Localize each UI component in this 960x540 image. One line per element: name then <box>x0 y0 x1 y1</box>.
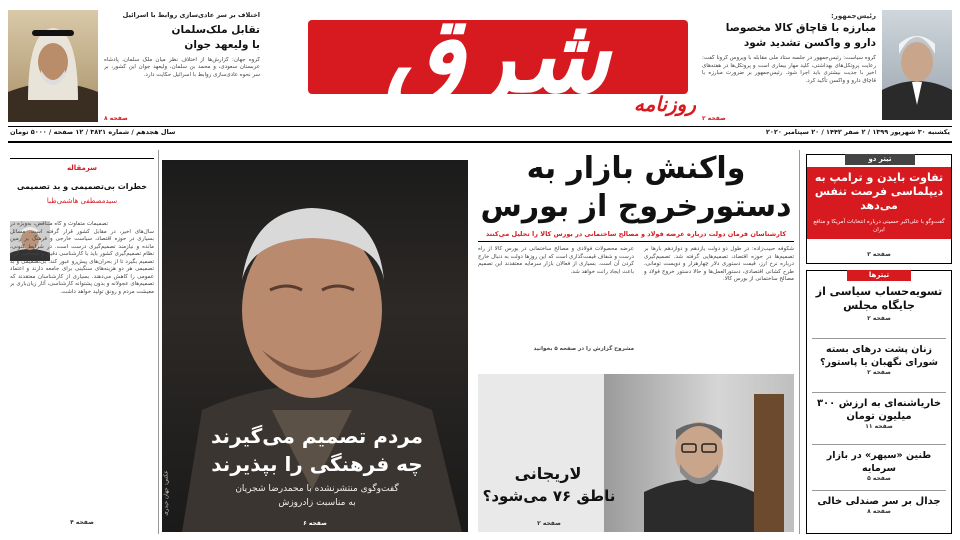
box2-item[interactable] <box>812 491 946 525</box>
headline-box-2 <box>806 270 952 534</box>
issue-line: سال هجدهم / شماره ۳۸۲۱ / ۱۲ صفحه / ۵۰۰۰ تومان <box>10 128 176 136</box>
logo-wordmark: شرق <box>384 6 610 116</box>
box2-item-ref: صفحه ۲ <box>867 369 891 376</box>
top-right-body: گروه سیاست: رئیس‌جمهور در جلسه ستاد ملی مقابله با ویروس کرونا گفت: رعایت پروتکل‌های بهداشتی، کلید مهار بیماری است و پروتکل‌ها در هفته‌های اخیر با جدیت بیشتری باید اجرا شود. رئیس‌جمهور بر ضرورت مبارزه با قاچاق دارو و واکسن تأکید کرد. <box>702 55 876 84</box>
cover-sub-1: گفت‌وگوی منتشرنشده با محمدرضا شجریان <box>235 484 399 494</box>
lead-story <box>478 150 794 366</box>
editorial-label: سرمقاله <box>66 164 98 172</box>
lead-subheadline: کارشناسان فرمان دولت درباره عرضه فولاد و مصالح ساختمانی در بورس کالا را تحلیل می‌کنند <box>478 230 794 242</box>
box2-label: تیترها <box>847 270 911 281</box>
top-left-headline-2: با ولیعهد جوان <box>184 38 260 51</box>
rouhani-photo <box>882 10 952 120</box>
masthead-logo <box>268 6 696 122</box>
top-right-page-ref: صفحه ۲ <box>702 115 726 122</box>
top-left-page-ref: صفحه ۸ <box>104 114 128 122</box>
king-salman-photo <box>8 10 98 122</box>
larijani-photo <box>604 374 794 532</box>
box2-item-ref: صفحه ۲ <box>867 315 891 322</box>
box2-item-headline: زنان پشت درهای بسته شورای نگهبان یا پاستور؟ <box>820 344 938 368</box>
masthead-rule-top <box>8 126 952 127</box>
masthead-rule-bottom <box>8 141 952 143</box>
box2-item[interactable] <box>812 285 946 339</box>
column-rule-left <box>158 150 159 534</box>
box2-items <box>807 271 951 525</box>
larijani-figure <box>604 374 794 532</box>
top-right-teaser <box>702 10 952 128</box>
box2-item-ref: صفحه ۸ <box>867 508 891 515</box>
top-left-kicker: اختلاف بر سر عادی‌سازی روابط با اسرائیل <box>122 11 260 19</box>
box1-label: تیتر دو <box>845 154 915 165</box>
box1-sub: گفت‌وگو با علی‌اکبر حسینی درباره انتخابات آمریکا و منافع ایران <box>813 219 945 233</box>
cover-page-ref: صفحه ۶ <box>303 520 327 527</box>
larijani-page-ref: صفحه ۲ <box>537 520 561 527</box>
top-left-teaser <box>8 10 260 128</box>
cover-headline-2: چه فرهنگی را بپذیرند <box>211 452 423 476</box>
box2-item[interactable] <box>812 339 946 393</box>
larijani-headline-2: ناطق ۷۶ می‌شود؟ <box>482 487 616 505</box>
box1-ref: صفحه ۳ <box>867 251 891 258</box>
top-right-headline-1: مبارزه با قاچاق کالا مخصوصا <box>725 22 876 34</box>
larijani-headline-1: لاریجانی <box>514 464 582 483</box>
editorial-headline: خطرات بی‌تصمیمی و بد تصمیمی <box>16 182 148 191</box>
lead-headline-2: دستورخروج از بورس <box>480 189 792 224</box>
box2-item-headline: جدال بر سر صندلی خالی <box>817 496 941 507</box>
larijani-story[interactable] <box>478 374 794 532</box>
top-right-headline-2: دارو و واکسن تشدید شود <box>743 37 876 49</box>
top-left-body: گروه جهان: گزارش‌ها از اختلاف نظر میان ملک سلمان، پادشاه عربستان سعودی، و محمد بن سلمان، ولیعهد جوان این کشور، بر سر نحوه عادی‌سازی روابط با اسرائیل حکایت دارد. <box>104 56 260 78</box>
top-left-headline-1: تقابل ملک‌سلمان <box>171 23 260 36</box>
date-line: یکشنبه ۳۰ شهریور ۱۳۹۹ / ۲ صفر ۱۴۴۲ / ۲۰ سپتامبر ۲۰۲۰ <box>765 128 950 136</box>
cover-headline-1: مردم تصمیم می‌گیرند <box>210 424 424 448</box>
box2-item-headline: طنین «سپهر» در بازار سرمایه <box>826 450 932 474</box>
editorial-body: تصمیمات متفاوت و گاه متناقض، به‌ویژه در سال‌های اخیر، در مقابل کشور قرار گرفته است. مسائل بسیاری در حوزه اقتصاد، سیاست خارجی و فرهنگ بر زمین مانده و نیازمند تصمیم‌گیری درست است. در شرایط کنونی، نظام تصمیم‌گیری کشور باید با کارشناسی دقیق و شجاعت لازم تصمیم بگیرد تا از بحران‌های پیش‌رو عبور کند. بی‌تصمیمی و بد تصمیمی هر دو هزینه‌های سنگینی برای جامعه دارند و اعتماد عمومی را کاهش می‌دهند. بسیاری از کارشناسان معتقدند که تصمیم‌های عجولانه و بدون پشتوانه کارشناسی، آثار زیان‌باری بر معیشت مردم و رونق تولید خواهد داشت. <box>10 221 154 295</box>
right-column <box>806 154 952 534</box>
box2-item-ref: صفحه ۱۱ <box>865 423 893 430</box>
portrait-figure <box>882 10 952 120</box>
top-right-kicker: رئیس‌جمهور: <box>831 12 876 20</box>
lead-headline-1: واکنش بازار به <box>526 151 746 186</box>
cover-sub-2: به مناسبت زادروزش <box>278 498 356 508</box>
box2-item-headline: خاریاشنه‌ای به ارزش ۳۰۰ میلیون تومان <box>816 398 942 422</box>
box2-item-ref: صفحه ۵ <box>867 475 891 482</box>
lead-continue[interactable]: مشروح گزارش را در صفحه ۵ بخوانید <box>533 346 634 352</box>
cover-story[interactable] <box>162 160 468 532</box>
box2-item[interactable] <box>812 445 946 491</box>
lead-col-2: عرضه محصولات فولادی و مصالح ساختمانی در بورس کالا از راه درست و شفاف قیمت‌گذاری است که این روزها دولت به دنبال خارج کردن آن است. بسیاری از فعالان بازار سرمایه معتقدند این تصمیم باعث ایجاد رانت خواهد شد. <box>478 246 634 275</box>
portrait-figure-2 <box>8 10 98 122</box>
box2-item-headline: تسویه‌حساب سیاسی از جایگاه مجلس <box>815 285 943 312</box>
lead-col-1: شکوفه حبیب‌زاده: در طول دو دولت یازدهم و دوازدهم بارها بر تصمیم‌ها در حوزه اقتصاد، تصمیم‌هایی گرفته شد. تصمیم‌گیری درباره نرخ ارز، قیمت دستوری دلار چهارهزار و دویست تومانی، طرح کشانی اقتصادی، دستورالعمل‌ها و حالا دستور خروج فولاد و مصالح ساختمانی از بورس کالا. <box>644 246 794 282</box>
column-rule-right <box>799 150 800 534</box>
headline-box-1 <box>806 154 952 264</box>
cover-photo-credit: عکس: جهان حیدری <box>163 470 170 516</box>
box2-item[interactable] <box>812 393 946 445</box>
editorial <box>10 158 154 534</box>
logo-subtext: روزنامه <box>633 92 696 116</box>
box1-headline: تفاوت بایدن و ترامپ به دیپلماسی فرصت تنفس می‌دهد <box>814 171 944 212</box>
editorial-author: سیدمصطفی هاشمی‌طبا <box>46 197 118 205</box>
editorial-page-ref: صفحه ۴ <box>70 519 94 526</box>
